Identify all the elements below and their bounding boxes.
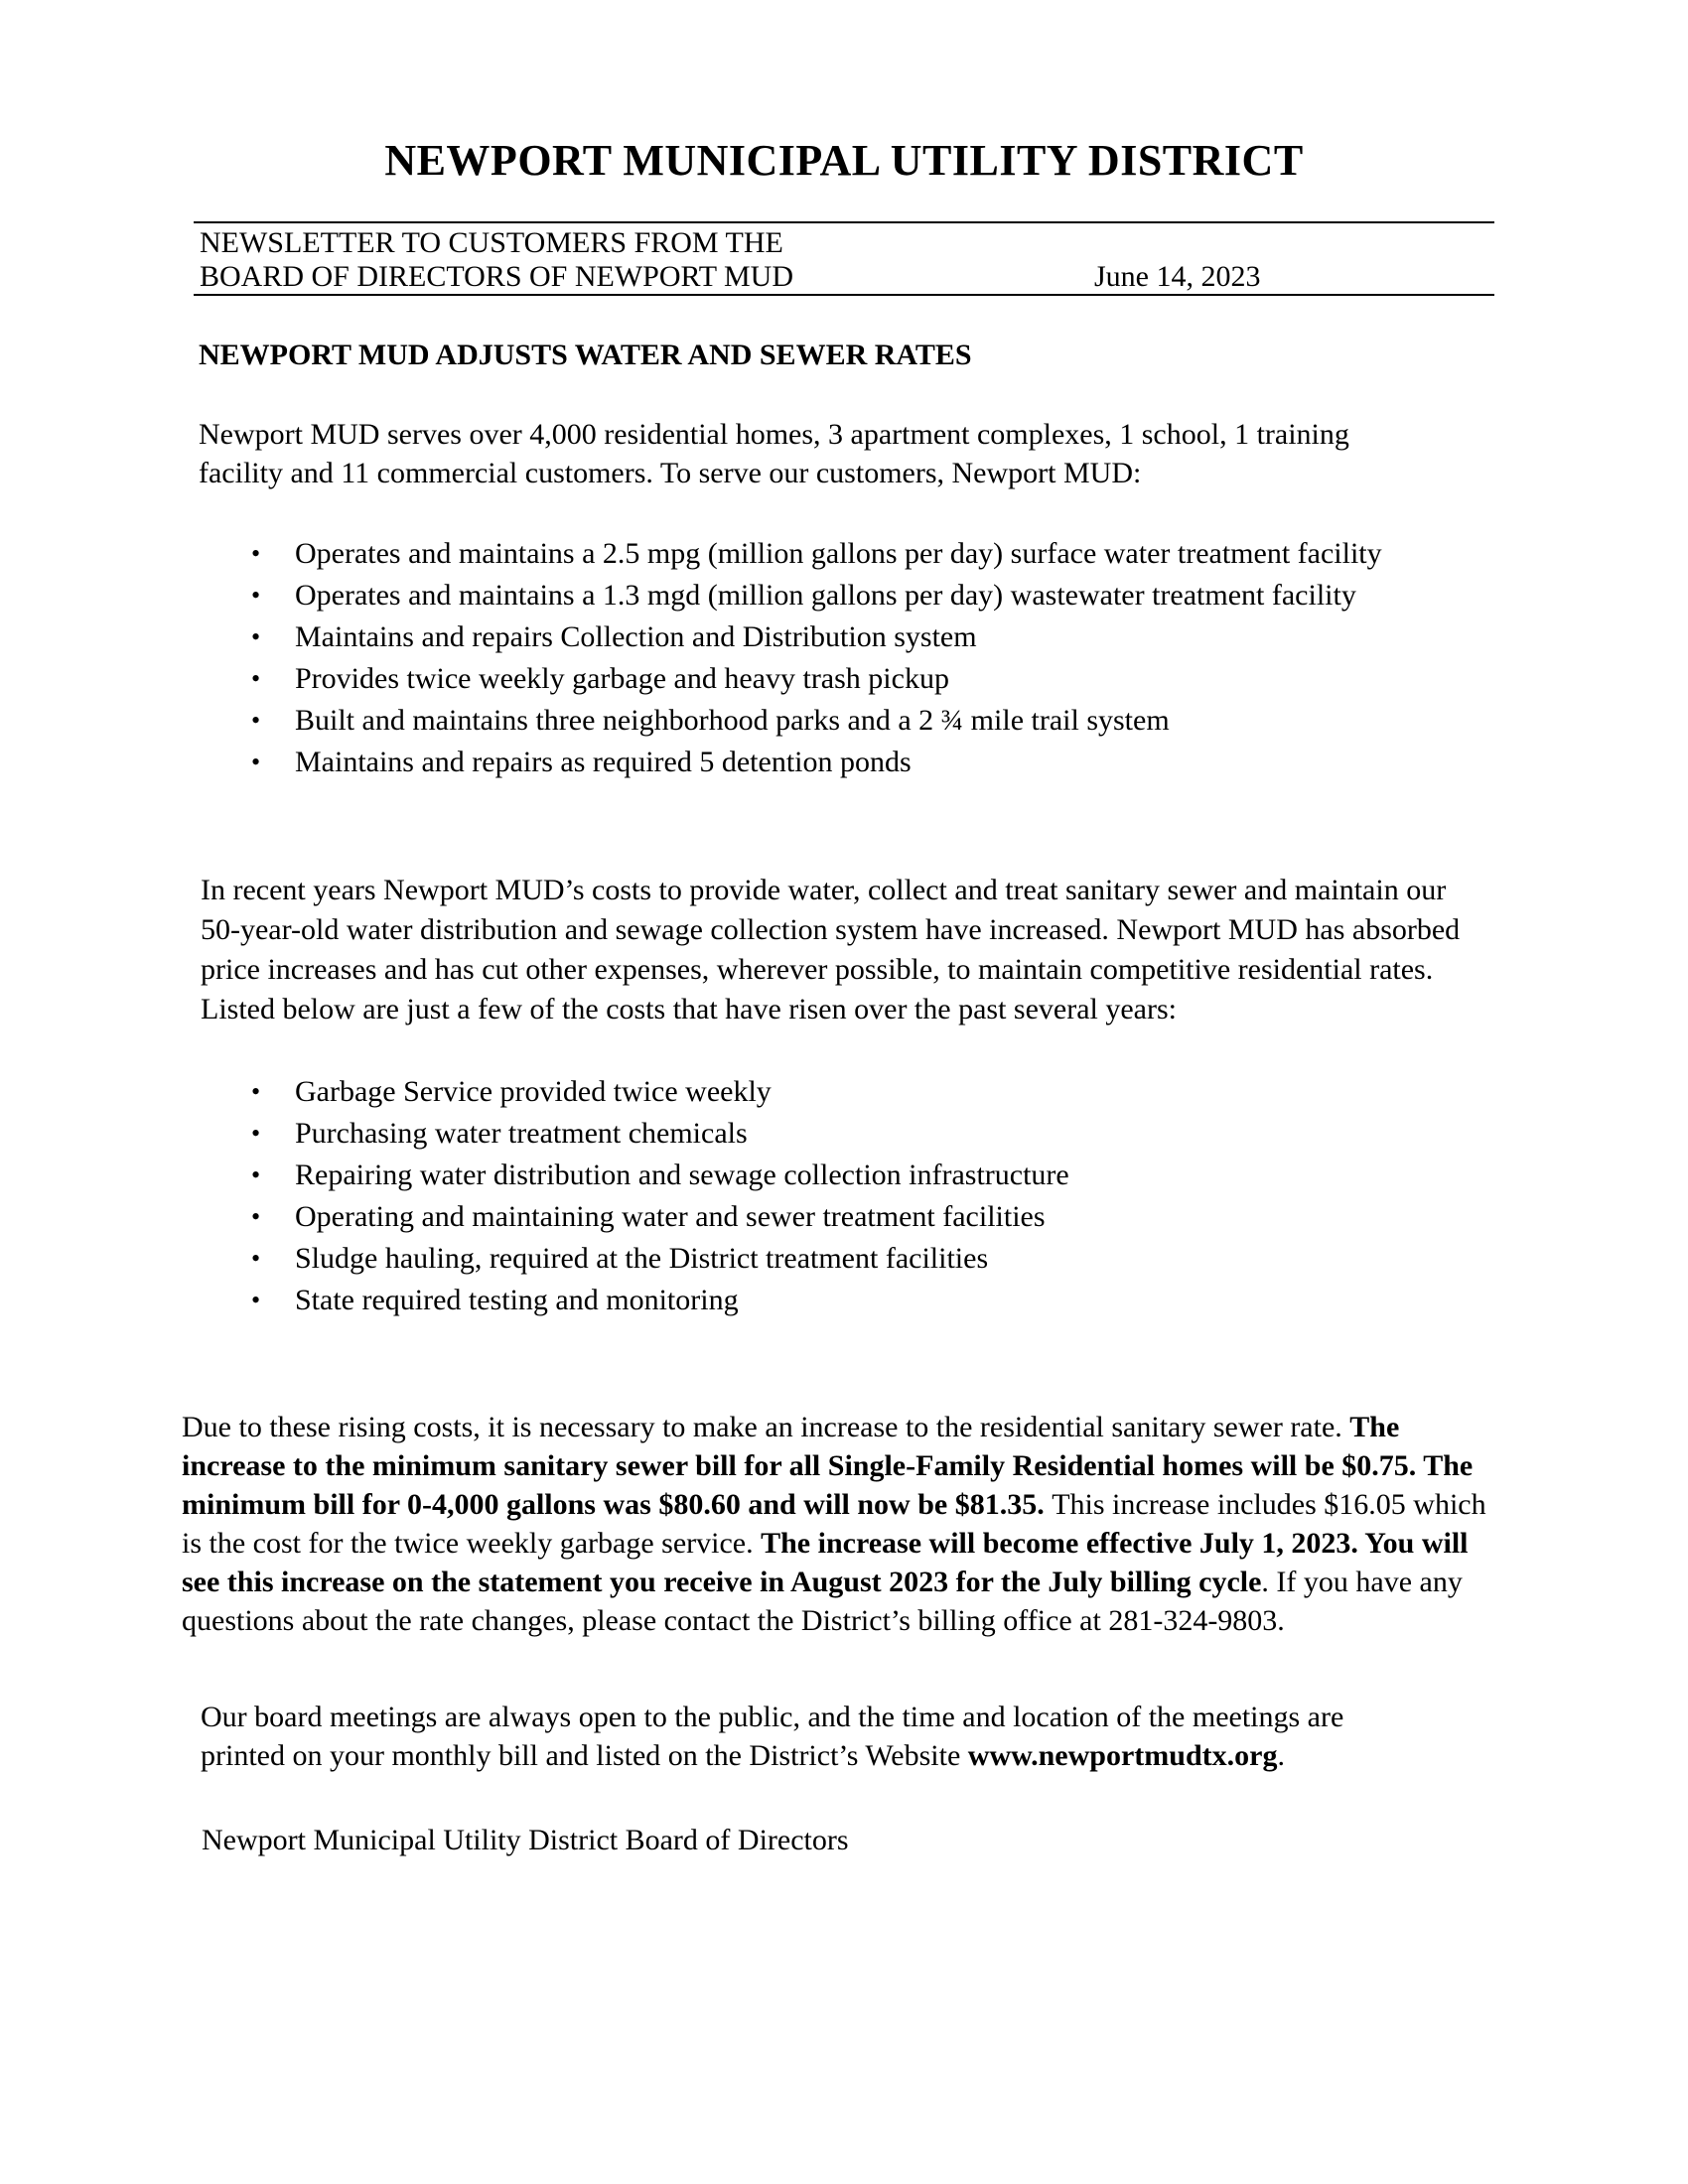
bullet-marker: • [251,706,261,735]
list-item-text: Repairing water distribution and sewage collection infrastructure [295,1159,1069,1191]
masthead-date: June 14, 2023 [1094,260,1261,293]
intro-paragraph [199,415,1349,492]
bullet-marker: • [251,1160,261,1189]
bullet-marker: • [251,664,261,693]
list-item [251,742,1382,783]
paragraph-line [182,1485,1486,1524]
paragraph-line [182,1524,1486,1563]
list-item [251,533,1382,575]
text-run: Our board meetings are always open to the public, and the time and location of the meetings are [201,1701,1344,1733]
bullet-marker: • [251,1202,261,1231]
bullet-marker: • [251,1077,261,1106]
website-text: www.newportmudtx.org [967,1739,1278,1772]
list-item-text: State required testing and monitoring [295,1284,739,1316]
list-item [251,1155,1069,1196]
paragraph-line [201,1698,1343,1736]
text-run-bold: The increase will become effective July 1, 2023. You will [761,1527,1469,1560]
list-item [251,700,1382,742]
text-run-bold: see this increase on the statement you receive in August 2023 for the July billing cycle [182,1566,1262,1598]
paragraph-line [182,1601,1486,1640]
board-meetings-paragraph [201,1698,1343,1775]
masthead [194,221,1494,296]
bullet-marker: • [251,1244,261,1273]
article-headline: NEWPORT MUD ADJUSTS WATER AND SEWER RATES [199,339,972,371]
bullet-marker: • [251,622,261,651]
text-run: questions about the rate changes, please contact the District’s billing office at 281-324-9803. [182,1604,1285,1637]
paragraph-line [182,1563,1486,1601]
text-run: printed on your monthly bill and listed on the District’s Website [201,1739,968,1772]
list-item-text: Provides twice weekly garbage and heavy trash pickup [295,662,949,695]
paragraph-line: In recent years Newport MUD’s costs to provide water, collect and treat sanitary sewer and maintain our [201,874,1447,906]
text-run-bold: The [1349,1411,1400,1443]
list-item-text: Purchasing water treatment chemicals [295,1117,748,1150]
costs-paragraph [201,871,1460,1029]
list-item [251,658,1382,700]
text-run-bold: minimum bill for 0-4,000 gallons was $80.60 and will now be $81.35. [182,1488,1053,1521]
paragraph-line [182,1446,1486,1485]
list-item [251,1071,1069,1113]
text-run: . If you have any [1261,1566,1463,1598]
bullet-marker: • [251,539,261,568]
bullet-marker: • [251,1119,261,1148]
paragraph-line: facility and 11 commercial customers. To serve our customers, Newport MUD: [199,457,1142,489]
list-item [251,616,1382,658]
masthead-line2: BOARD OF DIRECTORS OF NEWPORT MUD [200,260,794,293]
list-item [251,1238,1069,1280]
masthead-row [194,260,1494,294]
text-run-bold: increase to the minimum sanitary sewer bill for all Single-Family Residential homes will be $0.75. The [182,1449,1474,1482]
list-item-text: Maintains and repairs Collection and Distribution system [295,620,977,653]
list-item-text: Operating and maintaining water and sewer treatment facilities [295,1200,1046,1233]
list-item-text: Built and maintains three neighborhood parks and a 2 ¾ mile trail system [295,704,1170,737]
list-item-text: Garbage Service provided twice weekly [295,1075,772,1108]
list-item [251,1280,1069,1321]
text-run: is the cost for the twice weekly garbage service. [182,1527,762,1560]
list-item-text: Operates and maintains a 1.3 mgd (million gallons per day) wastewater treatment facility [295,579,1356,612]
services-list [251,533,1382,783]
paragraph-line: Newport MUD serves over 4,000 residential homes, 3 apartment complexes, 1 school, 1 training [199,418,1349,451]
list-item-text: Sludge hauling, required at the District treatment facilities [295,1242,989,1275]
text-run: This increase includes $16.05 which [1052,1488,1486,1521]
signature-line: Newport Municipal Utility District Board of Directors [202,1824,849,1856]
text-run: Due to these rising costs, it is necessary to make an increase to the residential sanitary sewer rate. [182,1411,1350,1443]
document-title: NEWPORT MUNICIPAL UTILITY DISTRICT [384,136,1304,185]
bullet-marker: • [251,581,261,610]
masthead-line1: NEWSLETTER TO CUSTOMERS FROM THE [200,226,783,259]
paragraph-line: price increases and has cut other expenses, wherever possible, to maintain competitive residential rates. [201,953,1434,986]
paragraph-line [182,1408,1486,1446]
list-item [251,1113,1069,1155]
list-item [251,575,1382,616]
text-run: . [1277,1739,1285,1772]
list-item-text: Operates and maintains a 2.5 mpg (million gallons per day) surface water treatment facility [295,537,1382,570]
rising-costs-list [251,1071,1069,1321]
rate-increase-paragraph [182,1408,1486,1640]
bullet-marker: • [251,1286,261,1314]
list-item [251,1196,1069,1238]
bullet-marker: • [251,748,261,776]
paragraph-line [201,1736,1343,1775]
paragraph-line: Listed below are just a few of the costs that have risen over the past several years: [201,993,1177,1025]
paragraph-line: 50-year-old water distribution and sewage collection system have increased. Newport MUD has absorbed [201,913,1461,946]
list-item-text: Maintains and repairs as required 5 detention ponds [295,746,912,778]
